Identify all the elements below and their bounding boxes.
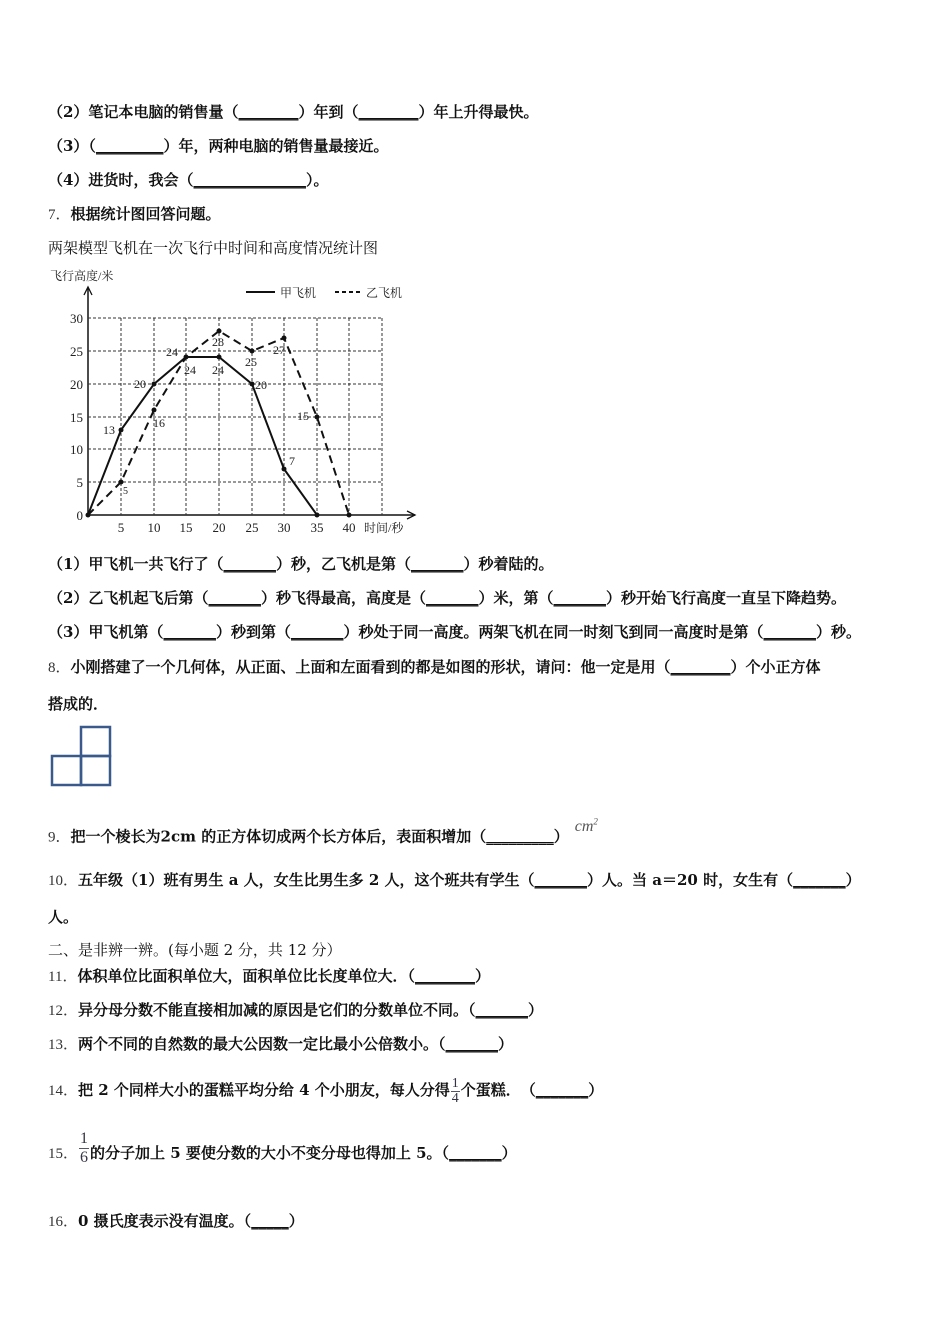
svg-text:35: 35: [310, 520, 324, 535]
answer-blank[interactable]: _______: [449, 1144, 502, 1162]
q14: 14．把 2 个同样大小的蛋糕平均分给 4 个小朋友，每人分得 $\frac{1}{4}$ 个蛋糕． （_______）: [48, 1075, 604, 1106]
svg-text:10: 10: [147, 520, 161, 535]
q10-stem: 10．五年级（1）班有男生 a 人，女生比男生多 2 人，这个班共有学生（_______）人。当 a＝20 时，女生有（_______）: [48, 871, 861, 889]
svg-text:25: 25: [245, 355, 257, 369]
q16: 16．0 摄氏度表示没有温度。（_____）: [48, 1212, 304, 1230]
svg-text:15: 15: [70, 410, 83, 425]
answer-blank[interactable]: _______: [475, 1001, 529, 1019]
q7-sub2: （2）乙飞机起飞后第（_______）秒飞得最高，高度是（_______）米，第（_______）秒开始飞行高度一直呈下降趋势。: [48, 589, 846, 607]
q8-stem: 8．小刚搭建了一个几何体，从正面、上面和左面看到的都是如图的形状，请问：他一定是用（________）个小正方体: [48, 658, 821, 676]
svg-text:5: 5: [76, 475, 83, 490]
answer-blank[interactable]: _______: [763, 623, 816, 641]
answer-blank[interactable]: _______: [425, 589, 479, 607]
answer-blank[interactable]: _______: [208, 589, 261, 607]
answer-blank[interactable]: _______: [793, 871, 846, 889]
answer-blank[interactable]: _________: [95, 137, 164, 155]
svg-text:乙飞机: 乙飞机: [366, 286, 403, 300]
svg-text:24: 24: [212, 363, 224, 377]
q6-sub4: （4）进货时，我会（_______________）。: [48, 171, 329, 189]
svg-text:20: 20: [70, 377, 83, 392]
y-axis-label: 飞行高度/米: [50, 269, 114, 283]
q12: 12．异分母分数不能直接相加减的原因是它们的分数单位不同。（_______）: [48, 1001, 544, 1019]
section-heading: 二、是非辨一辨。(每小题 2 分，共 12 分）: [48, 941, 342, 959]
answer-blank[interactable]: _______: [290, 623, 344, 641]
q6-sub3: （3）（_________）年，两种电脑的销售量最接近。: [48, 137, 389, 155]
svg-text:24: 24: [166, 345, 178, 359]
q11: 11．体积单位比面积单位大，面积单位比长度单位大．（________）: [48, 967, 490, 985]
svg-text:27: 27: [273, 343, 285, 357]
answer-blank[interactable]: _______: [410, 555, 464, 573]
svg-text:30: 30: [277, 520, 291, 535]
svg-text:20: 20: [134, 377, 146, 391]
answer-blank[interactable]: _________: [486, 827, 554, 846]
grid: [88, 318, 382, 515]
fraction-one-sixth: $\frac{1}{6}$: [80, 1129, 89, 1166]
svg-text:28: 28: [212, 335, 224, 349]
svg-text:5: 5: [123, 486, 128, 497]
svg-text:20: 20: [255, 378, 267, 392]
answer-blank[interactable]: _______: [534, 871, 588, 889]
cube-view-figure: [50, 725, 114, 787]
svg-text:20: 20: [212, 520, 226, 535]
q7-sub1: （1）甲飞机一共飞行了（_______）秒，乙飞机是第（_______）秒着陆的。: [48, 555, 554, 573]
answer-blank[interactable]: ________: [670, 658, 731, 676]
svg-text:10: 10: [70, 442, 83, 457]
q9-stem: 9．把一个棱长为2cm 的正方体切成两个长方体后，表面积增加$(\_\_\_\_\_\_\_\_\_)cm^2$: [48, 817, 598, 846]
answer-blank[interactable]: _______: [553, 589, 606, 607]
answer-blank[interactable]: ________: [414, 967, 475, 985]
svg-text:24: 24: [184, 363, 196, 377]
answer-blank[interactable]: ________: [358, 103, 419, 121]
svg-text:0: 0: [76, 508, 83, 523]
q7-sub3: （3）甲飞机第（_______）秒到第（_______）秒处于同一高度。两架飞机在同一时刻飞到同一高度时是第（_______）秒。: [48, 623, 861, 641]
fraction-one-quarter: $\frac{1}{4}$: [451, 1075, 459, 1106]
answer-blank[interactable]: ________: [238, 103, 299, 121]
x-axis-label: 时间/秒: [364, 521, 404, 535]
svg-text:40: 40: [342, 520, 356, 535]
q15: 15． $\frac{1}{6}$ 的分子加上 5 要使分数的大小不变分母也得加上 5。（_______）: [48, 1129, 517, 1166]
svg-text:5: 5: [117, 520, 125, 535]
answer-blank[interactable]: _____: [251, 1212, 289, 1230]
svg-text:25: 25: [245, 520, 259, 535]
q7-stem: 7．根据统计图回答问题。: [48, 205, 221, 223]
q6-sub2: （2）笔记本电脑的销售量（________）年到（________）年上升得最快。: [48, 103, 539, 121]
answer-blank[interactable]: _______: [163, 623, 216, 641]
q8-stem-line2: 搭成的．: [48, 695, 109, 713]
line-chart: [40, 265, 430, 540]
chart-title: 两架模型飞机在一次飞行中时间和高度情况统计图: [48, 239, 379, 257]
q13: 13．两个不同的自然数的最大公因数一定比最小公倍数小。（_______）: [48, 1035, 514, 1053]
svg-text:13: 13: [103, 423, 115, 437]
answer-blank[interactable]: _______________: [193, 171, 306, 189]
svg-text:30: 30: [70, 311, 83, 326]
unit-cm2: $cm^2$: [574, 817, 598, 836]
chart-legend: [246, 285, 402, 300]
answer-blank[interactable]: _______: [445, 1035, 499, 1053]
answer-blank[interactable]: _______: [223, 555, 276, 573]
svg-text:15: 15: [179, 520, 193, 535]
svg-text:25: 25: [70, 344, 83, 359]
answer-blank[interactable]: _______: [535, 1081, 589, 1099]
q10-line2: 人。: [48, 908, 79, 926]
svg-text:7: 7: [289, 454, 295, 468]
svg-text:甲飞机: 甲飞机: [280, 286, 317, 300]
svg-text:15: 15: [297, 409, 309, 423]
svg-text:16: 16: [153, 416, 165, 430]
